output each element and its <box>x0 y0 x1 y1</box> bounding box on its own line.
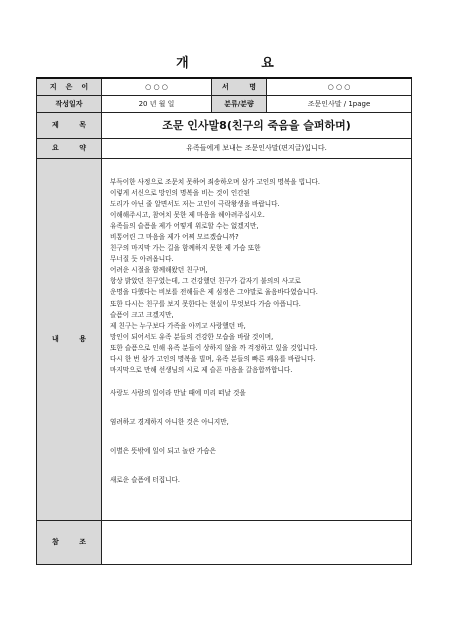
category-label: 분류/분량 <box>212 95 267 112</box>
overview-form <box>36 77 412 565</box>
poem-line: 사랑도 사람의 일이라 만날 때에 미리 떠날 것을 <box>110 389 246 398</box>
body-line: 유족들의 슬픔을 제가 어떻게 위로할 수는 없겠지만, <box>110 221 259 230</box>
author-label: 지은이 <box>37 78 102 95</box>
content-paragraph <box>110 177 405 377</box>
date-row <box>37 95 412 112</box>
body-line: 또한 다시는 친구를 보지 못한다는 현실이 무엇보다 가슴 아픕니다. <box>110 299 301 308</box>
summary-value: 유족들에게 보내는 조문인사말(편지글)입니다. <box>102 138 412 158</box>
body-line: 친구의 마지막 가는 길을 함께하지 못한 제 가슴 또한 <box>110 244 261 253</box>
body-line: 이해해주시고, 참여치 못한 제 마음을 헤아려주십시오. <box>110 210 265 219</box>
reference-label: 참 조 <box>37 520 102 564</box>
body-line: 제 친구는 누구보다 가족을 아끼고 사랑했던 바, <box>110 321 246 330</box>
content-body <box>102 158 412 520</box>
body-line: 운명을 다했다는 비보를 전해들은 제 심정은 그야말로 울음바다였습니다. <box>110 288 318 297</box>
author-value: ○ ○ ○ <box>102 78 212 95</box>
summary-label: 요 약 <box>37 138 102 158</box>
paragraph-gap <box>110 376 405 388</box>
body-line: 무너질 듯 아려옵니다. <box>110 255 174 264</box>
body-line: 비통어린 그 마음을 제가 어찌 모르겠습니까? <box>110 232 239 241</box>
content-label: 내 용 <box>37 158 102 520</box>
body-line: 망인이 되어서도 유족 분들의 건강한 모습을 바랄 것이며, <box>110 332 274 341</box>
body-line: 또한 슬픔으로 인해 유족 분들이 상하지 않을 까 걱정하고 있을 것입니다. <box>110 343 318 352</box>
body-line: 어려운 시절을 함께해왔던 친구며, <box>110 266 208 275</box>
body-line: 슬픔이 크고 크겠지만, <box>110 310 174 319</box>
category-value: 조문인사말 / 1page <box>267 95 412 112</box>
subject-label: 제 목 <box>37 112 102 138</box>
signature-value: ○ ○ ○ <box>267 78 412 95</box>
poem-line: 새로운 슬픔에 터집니다. <box>110 476 180 485</box>
body-line: 이렇게 서신으로 망인의 명복을 비는 것이 인간된 <box>110 188 250 197</box>
reference-value <box>102 520 412 564</box>
author-row <box>37 78 412 95</box>
body-line: 다시 한 번 삼가 고인의 명복을 빌며, 유족 분들의 빠른 쾌유를 바랍니다. <box>110 355 316 363</box>
subject-row <box>37 112 412 138</box>
content-row <box>37 158 412 520</box>
content-poem <box>110 388 405 486</box>
poem-line: 염려하고 경계하지 아니한 것은 아니지만, <box>110 418 229 427</box>
body-line: 부득이한 사정으로 조문치 못하여 죄송하오며 삼가 고인의 명복을 빕니다. <box>110 177 320 186</box>
date-label: 작성일자 <box>37 95 102 112</box>
body-line: 도리가 아닌 줄 알면서도 저는 고인이 극락왕생을 바랍니다. <box>110 199 280 208</box>
date-value: 20 년 월 일 <box>102 95 212 112</box>
poem-line: 이별은 뜻밖에 일이 되고 놀란 가슴은 <box>110 447 217 456</box>
subject-value: 조문 인사말8(친구의 죽음을 슬퍼하며) <box>102 112 412 138</box>
signature-label: 서 명 <box>212 78 267 95</box>
summary-row <box>37 138 412 158</box>
page-title: 개 요 <box>176 56 308 71</box>
reference-row <box>37 520 412 564</box>
body-line: 마지막으로 만해 선생님의 시로 제 슬픈 마음을 갈음합까합니다. <box>110 366 293 375</box>
body-line: 항상 밝았던 친구였는데, 그 건강했던 친구가 갑자기 불의의 사고로 <box>110 277 301 286</box>
